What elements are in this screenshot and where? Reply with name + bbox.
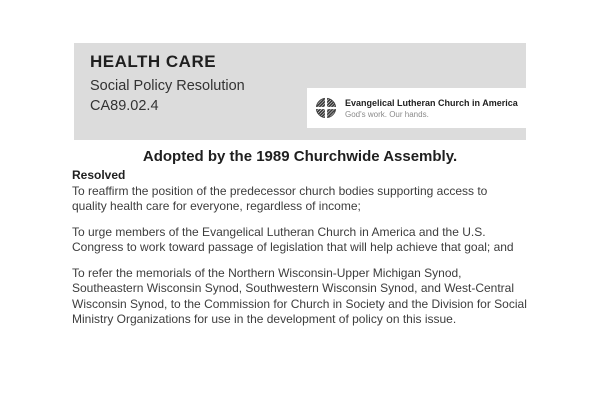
clause-refer [72, 266, 558, 328]
resolution-body [72, 168, 558, 328]
clause-text-line: To refer the memorials of the Northern Wisconsin-Upper Michigan Synod, [72, 265, 462, 280]
logo-text-block [345, 98, 518, 119]
resolved-lead-in: Resolved [72, 168, 126, 182]
clause-text-line: To urge members of the Evangelical Lutheran Church in America and the U.S. [72, 224, 486, 239]
clause-reaffirm [72, 184, 558, 215]
clause-text-line: Southeastern Wisconsin Synod, Southwestern Wisconsin Synod, and West-Central [72, 281, 514, 295]
clause-urge [72, 225, 558, 256]
clause-text-line: Congress to work toward passage of legislation that will help achieve that goal; and [72, 240, 514, 254]
banner-text-block [90, 52, 245, 116]
clause-text-line: Wisconsin Synod, to the Commission for Church in Society and the Division for Social [72, 296, 527, 311]
document-title: HEALTH CARE [90, 52, 217, 71]
elca-emblem-icon [315, 97, 337, 119]
header-banner [74, 43, 526, 140]
clause-text-line: To reaffirm the position of the predecessor church bodies supporting access to [72, 183, 488, 198]
adoption-heading: Adopted by the 1989 Churchwide Assembly. [142, 148, 458, 165]
logo-box [307, 88, 526, 128]
resolution-code: CA89.02.4 [90, 98, 159, 114]
clause-text-line: quality health care for everyone, regardless of income; [72, 199, 361, 213]
document-subtitle: Social Policy Resolution [90, 78, 245, 94]
clause-text-line: Ministry Organizations for use in the development of policy on this issue. [72, 312, 457, 326]
organization-tagline: God's work. Our hands. [345, 109, 429, 119]
organization-name: Evangelical Lutheran Church in America [345, 97, 518, 108]
